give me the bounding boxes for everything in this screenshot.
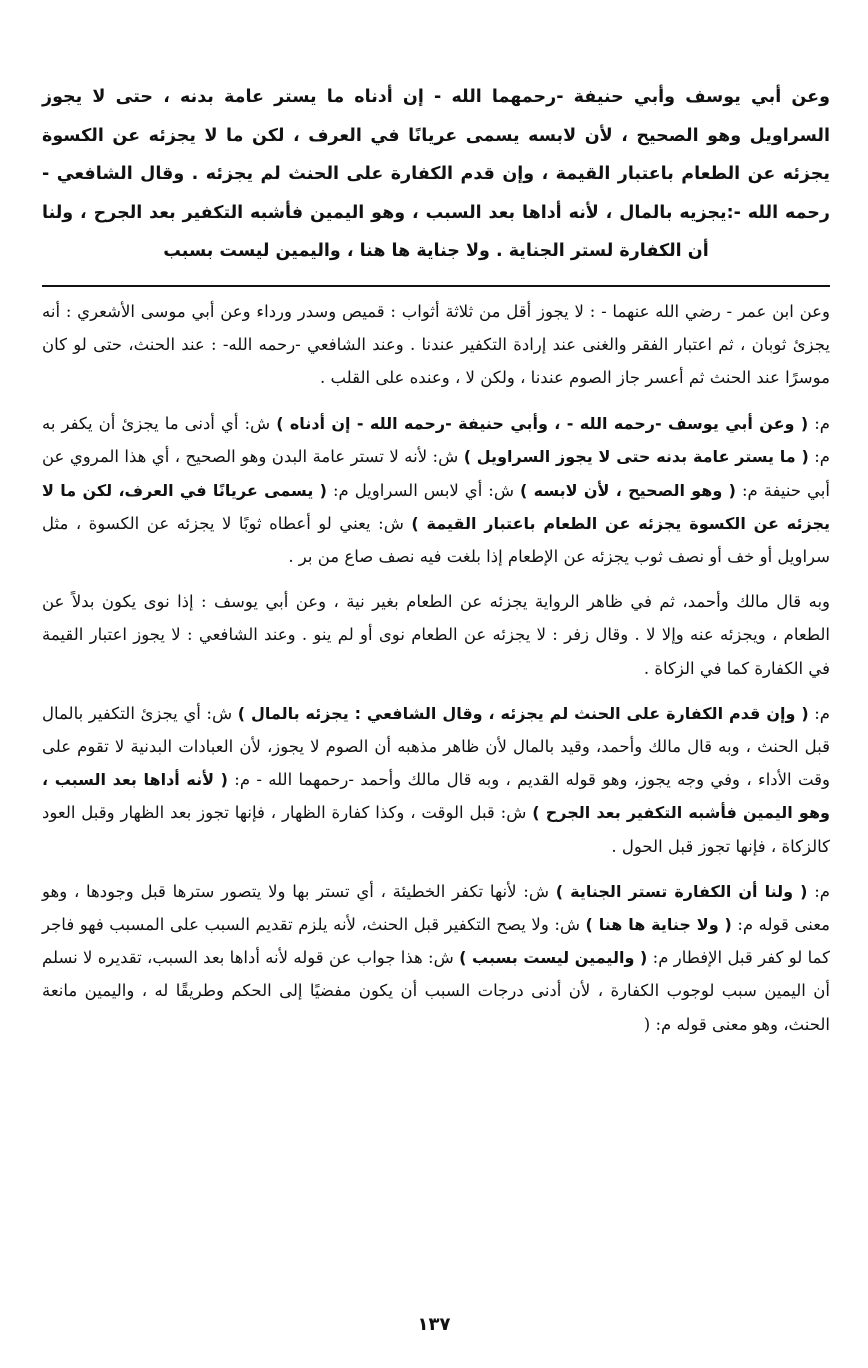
matn-text: وعن أبي يوسف وأبي حنيفة -رحمهما الله - إن أدناه ما يستر عامة بدنه ، حتى لا يجوز السراويل وهو الصحيح ، لأن لابسه يسمى عريانًا في العرف ، لكن ما لا يجزئه عن الكسوة يجزئه عن الطعام باعتبار القيمة ، وإن قدم الكفارة على الحنث لم يجزئه . وقال الشافعي - رحمه الله -:يجزيه بالمال ، لأنه أداها بعد السبب ، وهو اليمين فأشبه التكفير بعد الجرح ، ولنا أن الكفارة لستر الجناية . ولا جناية ها هنا ، واليمين ليست بسبب: [42, 87, 830, 261]
quoted-matn-segment: ( ولا جناية ها هنا ): [585, 914, 732, 934]
commentary-segment: ش: هذا جواب عن قوله لأنه أداها بعد السبب، تقديره لا نسلم أن اليمين سبب لوجوب الكفارة ، لأن أدنى درجات السبب أن يكون مفضيًا إلى الحكم وطريقًا له ، واليمين مانعة الحنث، وهو معنى قوله م: (: [42, 948, 830, 1034]
commentary-segment: ش: أي أدنى ما يجزئ أن يكفر به م:: [42, 414, 831, 467]
commentary-paragraph-1: [42, 407, 830, 573]
commentary-segment: ش: لأنها تكفر الخطيئة ، أي تستر بها ولا يتصور سترها قبل وجودها ، وهو معنى قوله م:: [42, 881, 831, 934]
commentary-segment: م:: [808, 414, 830, 434]
commentary-paragraph-3: [42, 697, 830, 863]
commentary-segment: ش: قبل الوقت ، وكذا كفارة الظهار ، فإنها تجوز بعد الظهار وقبل العود كالزكاة ، فإنها تجوز قبل الحول .: [42, 803, 830, 856]
commentary-paragraph-4: [42, 875, 830, 1041]
commentary-segment: م:: [808, 703, 831, 723]
commentary-segment: ش: لأنه لا تستر عامة البدن وهو الصحيح ، أي هذا المروي عن أبي حنيفة م:: [42, 447, 830, 500]
commentary-segment: ش: ولا يصح التكفير قبل الحنث، لأنه يلزم تقديم السبب على المسبب فهو فاجر كما لو كفر قبل الإفطار م:: [42, 914, 830, 968]
quoted-matn-segment: ( لأنه أداها بعد السبب ، وهو اليمين فأشبه التكفير بعد الجرح ): [42, 770, 830, 823]
page-body: [42, 78, 830, 1053]
footnote-text: وعن ابن عمر - رضي الله عنهما - : لا يجوز أقل من ثلاثة أثواب : قميص وسدر ورداء وعن أبي موسى الأشعري : أنه يجزئ ثوبان ، ثم اعتبار الفقر والغنى عند إرادة التكفير عندنا . وعند الشافعي -رحمه الله- : عند الحنث، حتى لو كان موسرًا عند الحنث ثم أعسر جاز الصوم عندنا ، ولكن لا ، وعنده على القلب .: [42, 301, 830, 387]
commentary-segment: وبه قال مالك وأحمد، ثم في ظاهر الرواية يجزئه عن الطعام بغير نية ، وعن أبي يوسف : إذا نوى يكون بدلاً عن الطعام ، ويجزئه عنه وإلا لا . وقال زفر : لا يجزئه عن الطعام نوى أو لم ينو . وعند الشافعي : لا يجوز اعتبار القيمة في الكفارة كما في الزكاة .: [42, 592, 830, 678]
commentary-paragraph-2: [42, 585, 830, 685]
page-number: ١٣٧: [417, 1314, 451, 1335]
separator-rule: [42, 285, 830, 287]
quoted-matn-segment: ( يسمى عريانًا في العرف، لكن ما لا يجزئه عن الكسوة يجزئه عن الطعام باعتبار القيمة ): [42, 480, 830, 533]
commentary-segment: م:: [807, 881, 831, 901]
quoted-matn-segment: ( وإن قدم الكفارة على الحنث لم يجزئه ، وقال الشافعي : يجزئه بالمال ): [237, 703, 809, 723]
commentary-segment: ش: أي يجزئ التكفير بالمال قبل الحنث ، وبه قال مالك وأحمد، وقيد بالمال لأن ظاهر مذهبه أن الصوم لا يجوز، لأن العبادات البدنية لا تقوم على وقت الأداء ، وفي وجه يجوز، وهو قوله القديم ، وبه قال مالك وأحمد -رحمهما الله - م:: [42, 703, 830, 790]
quoted-matn-segment: ( ولنا أن الكفارة تستر الجناية ): [555, 881, 808, 901]
commentary-segment: ش: أي لابس السراويل م:: [326, 480, 520, 500]
quoted-matn-segment: ( وعن أبي يوسف -رحمه الله - ، وأبي حنيفة -رحمه الله - إن أدناه ): [276, 414, 809, 434]
quoted-matn-segment: ( ما يستر عامة بدنه حتى لا يجوز السراويل ): [463, 447, 809, 467]
quoted-matn-segment: ( واليمين ليست بسبب ): [459, 948, 648, 968]
commentary-segment: ش: يعني لو أعطاه ثوبًا لا يجزئه عن الكسوة ، مثل سراويل أو خف أو نصف ثوب يجزئه عن الإطعام إذا بلغت فيه نصف صاع من بر .: [42, 513, 830, 566]
quoted-matn-segment: ( وهو الصحيح ، لأن لابسه ): [519, 480, 736, 500]
